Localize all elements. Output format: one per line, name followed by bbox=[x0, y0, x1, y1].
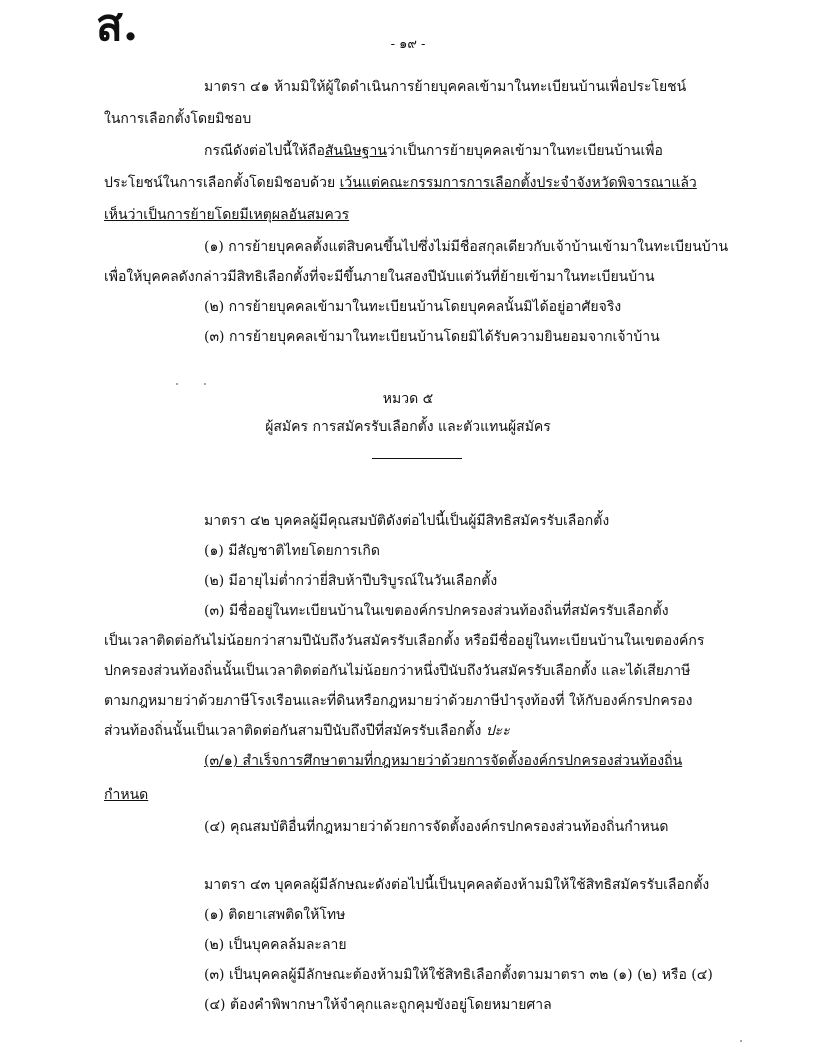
section-42-item-3-line-2: เป็นเวลาติดต่อกันไม่น้อยกว่าสามปีนับถึงวันสมัครรับเลือกตั้ง หรือมีชื่ออยู่ในทะเบียนบ้านในเขตองค์กร bbox=[104, 633, 705, 649]
section-42-item-1: (๑) มีสัญชาติไทยโดยการเกิด bbox=[204, 543, 380, 559]
text-run: ส่วนท้องถิ่นนั้นเป็นเวลาติดต่อกันสามปีนับถึงปีที่สมัครรับเลือกตั้ง bbox=[104, 723, 486, 739]
section-41-item-1-line-1: (๑) การย้ายบุคคลตั้งแต่สิบคนขึ้นไปซึ่งไม่มีชื่อสกุลเดียวกับเจ้าบ้านเข้ามาในทะเบียนบ้าน bbox=[204, 239, 729, 255]
section-42-item-3-line-5 bbox=[104, 722, 510, 740]
scan-speck bbox=[204, 383, 206, 385]
text-run: กรณีดังต่อไปนี้ให้ถือ bbox=[204, 143, 325, 159]
chapter-subtitle: ผู้สมัคร การสมัครรับเลือกตั้ง และตัวแทนผู้สมัคร bbox=[265, 419, 551, 435]
text-run: ว่าเป็นการย้ายบุคคลเข้ามาในทะเบียนบ้านเพื่อ bbox=[386, 143, 663, 159]
section-41-item-3: (๓) การย้ายบุคคลเข้ามาในทะเบียนบ้านโดยมิได้รับความยินยอมจากเจ้าบ้าน bbox=[204, 329, 660, 345]
section-43-item-3: (๓) เป็นบุคคลผู้มีลักษณะต้องห้ามมิให้ใช้สิทธิเลือกตั้งตามมาตรา ๓๒ (๑) (๒) หรือ (๔) bbox=[204, 967, 713, 983]
section-41-heading: มาตรา ๔๑ ห้ามมิให้ผู้ใดดำเนินการย้ายบุคคลเข้ามาในทะเบียนบ้านเพื่อประโยชน์ bbox=[204, 79, 687, 95]
section-42-item-4: (๔) คุณสมบัติอื่นที่กฎหมายว่าด้วยการจัดตั้งองค์กรปกครองส่วนท้องถิ่นกำหนด bbox=[204, 819, 669, 835]
section-42-heading: มาตรา ๔๒ บุคคลผู้มีคุณสมบัติดังต่อไปนี้เป็นผู้มีสิทธิสมัครรับเลือกตั้ง bbox=[204, 513, 610, 529]
text-run: ประโยชน์ในการเลือกตั้งโดยมิชอบด้วย bbox=[104, 175, 340, 191]
section-42-item-3-line-1: (๓) มีชื่ออยู่ในทะเบียนบ้านในเขตองค์กรปกครองส่วนท้องถิ่นที่สมัครรับเลือกตั้ง bbox=[204, 603, 669, 619]
section-41-para-2-line-3: เห็นว่าเป็นการย้ายโดยมีเหตุผลอันสมควร bbox=[104, 207, 350, 223]
corner-mark: ส. bbox=[96, 0, 139, 51]
section-41-item-2: (๒) การย้ายบุคคลเข้ามาในทะเบียนบ้านโดยบุคคลนั้นมิได้อยู่อาศัยจริง bbox=[204, 299, 622, 315]
section-41-line-2: ในการเลือกตั้งโดยมิชอบ bbox=[104, 111, 252, 127]
handwritten-mark: ปะะ bbox=[485, 723, 510, 739]
section-43-heading: มาตรา ๔๓ บุคคลผู้มีลักษณะดังต่อไปนี้เป็นบุคคลต้องห้ามมิให้ใช้สิทธิสมัครรับเลือกตั้ง bbox=[204, 877, 710, 893]
section-43-item-4: (๔) ต้องคำพิพากษาให้จำคุกและถูกคุมขังอยู่โดยหมายศาล bbox=[204, 997, 552, 1013]
underlined-text: สันนิษฐาน bbox=[324, 143, 387, 159]
section-43-item-2: (๒) เป็นบุคคลล้มละลาย bbox=[204, 937, 347, 953]
underlined-text: เว้นแต่คณะกรรมการการเลือกตั้งประจำจังหวัดพิจารณาแล้ว bbox=[339, 175, 697, 191]
section-41-para-2-line-1 bbox=[204, 142, 663, 160]
scan-speck bbox=[740, 1040, 742, 1042]
chapter-divider bbox=[372, 458, 462, 459]
chapter-title: หมวด ๕ bbox=[382, 391, 434, 407]
section-41-para-2-line-2 bbox=[104, 174, 697, 192]
page-number: - ๑๙ - bbox=[390, 37, 426, 52]
section-43-item-1: (๑) ติดยาเสพติดให้โทษ bbox=[204, 907, 346, 923]
section-42-item-3-line-4: ตามกฎหมายว่าด้วยภาษีโรงเรือนและที่ดินหรือกฎหมายว่าด้วยภาษีบำรุงท้องที่ ให้กับองค์กรปกครอง bbox=[104, 693, 693, 709]
section-41-item-1-line-2: เพื่อให้บุคคลดังกล่าวมีสิทธิเลือกตั้งที่จะมีขึ้นภายในสองปีนับแต่วันที่ย้ายเข้ามาในทะเบียนบ้าน bbox=[104, 269, 655, 285]
section-42-item-3-line-3: ปกครองส่วนท้องถิ่นนั้นเป็นเวลาติดต่อกันไม่น้อยกว่าหนึ่งปีนับถึงวันสมัครรับเลือกตั้ง และได้เสียภาษี bbox=[104, 663, 691, 679]
section-42-item-3-1-line-2: กำหนด bbox=[104, 787, 149, 803]
scan-speck bbox=[176, 383, 178, 385]
section-42-item-3-1-line-1: (๓/๑) สำเร็จการศึกษาตามที่กฎหมายว่าด้วยการจัดตั้งองค์กรปกครองส่วนท้องถิ่น bbox=[204, 753, 683, 769]
section-42-item-2: (๒) มีอายุไม่ต่ำกว่ายี่สิบห้าปีบริบูรณ์ในวันเลือกตั้ง bbox=[204, 573, 498, 589]
